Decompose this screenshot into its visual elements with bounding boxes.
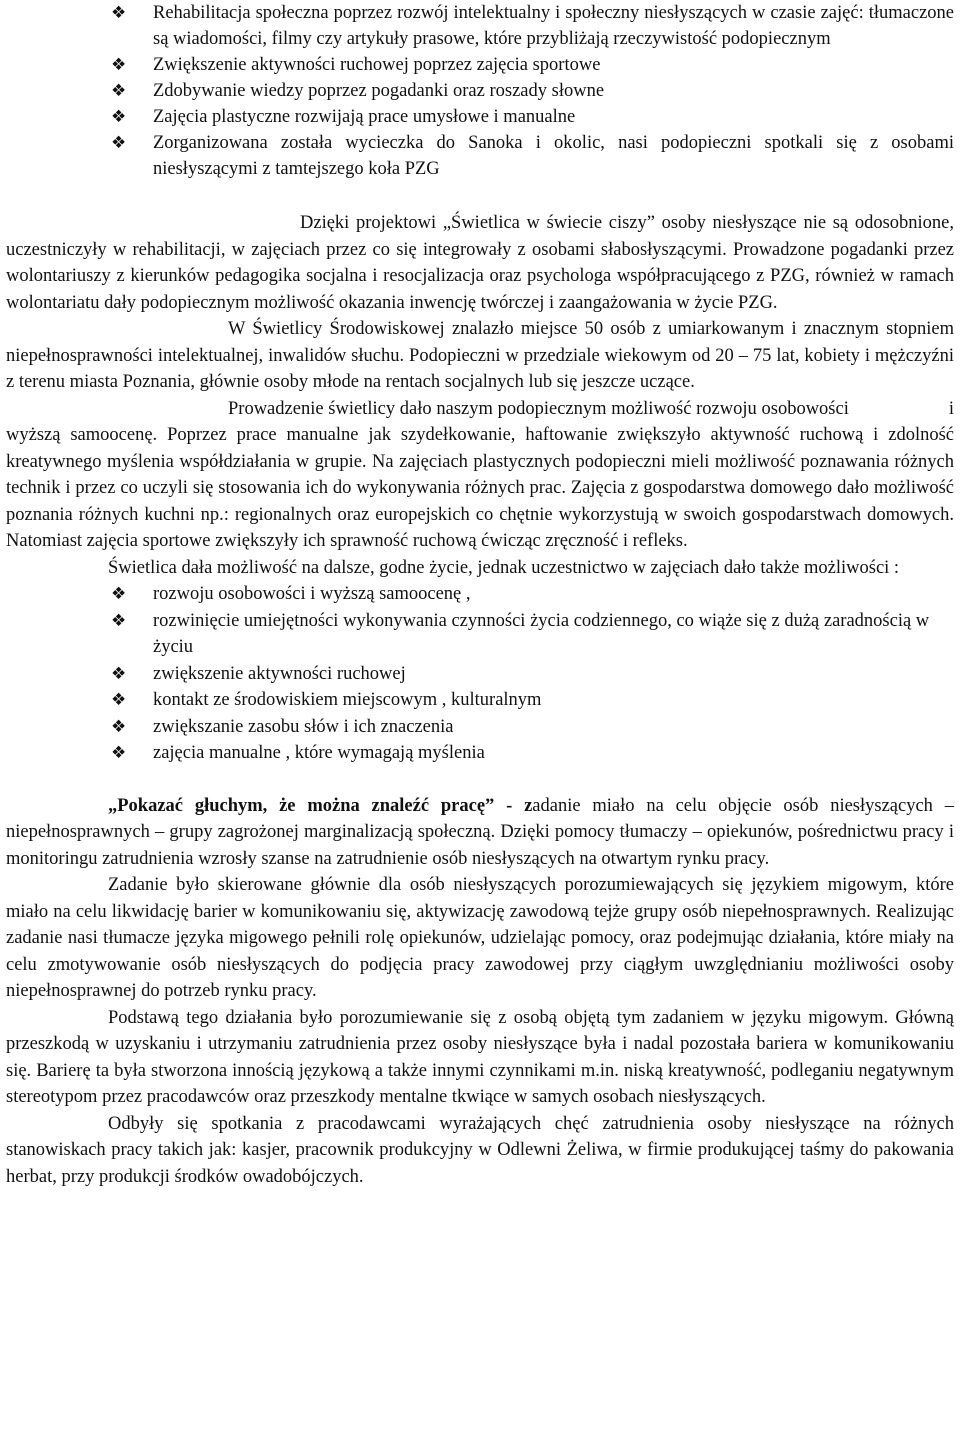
activities-list xyxy=(111,0,954,182)
bullet-diamond-icon: ❖ xyxy=(111,3,127,23)
paragraph-participants: W Świetlicy Środowiskowej znalazło miejsce 50 osób z umiarkowanym i znacznym stopniem niepełnosprawności intelektualnej, inwalidów słuchu. Podopieczni w przedziale wiekowym od 20 – 75 lat, kobiety i mężczyźni z terenu miasta Poznania, głównie osoby młode na rentach socjalnych lub się jeszcze uczące. xyxy=(6,319,954,392)
list-item xyxy=(111,608,954,661)
bullet-diamond-icon: ❖ xyxy=(111,107,127,127)
list-item xyxy=(111,0,954,52)
paragraph-employers: Odbyły się spotkania z pracodawcami wyrażających chęć zatrudnienia osoby niesłyszące na różnych stanowiskach pracy takich jak: kasjer, pracownik produkcyjny w Odlewni Żeliwa, w firmie produkującej taśmy do pakowania herbat, przy produkcji środków owadobójczych. xyxy=(6,1113,954,1187)
list-item xyxy=(111,661,954,688)
paragraph-benefits-start: Prowadzenie świetlicy dało naszym podopiecznym możliwość rozwoju osobowości xyxy=(228,398,849,419)
list-item-text: zajęcia manualne , które wymagają myślenia xyxy=(153,743,485,763)
bullet-diamond-icon: ❖ xyxy=(111,584,127,604)
list-item-text: rozwinięcie umiejętności wykonywania czynności życia codziennego, co wiąże się z dużą zaradnością w życiu xyxy=(153,610,930,657)
list-item-text: Zajęcia plastyczne rozwijają prace umysłowe i manualne xyxy=(153,107,576,127)
list-item xyxy=(111,740,954,767)
list-item-text: Zwiększenie aktywności ruchowej poprzez zajęcia sportowe xyxy=(153,55,601,75)
bullet-diamond-icon: ❖ xyxy=(111,690,127,710)
list-item-text: zwiększanie zasobu słów i ich znaczenia xyxy=(153,716,454,737)
list-item-text: rozwoju osobowości i wyższą samoocenę , xyxy=(153,584,471,604)
list-item xyxy=(111,130,954,182)
bullet-diamond-icon: ❖ xyxy=(111,716,127,737)
paragraph-task-target: Zadanie było skierowane głównie dla osób niesłyszących porozumiewających się językiem migowym, które miało na celu likwidację barier w komunikowaniu się, aktywizację zawodową tejże grupy osób niepełnosprawnych. Realizując zadanie nasi tłumacze języka migowego pełnili rolę opiekunów, udzielając pomocy, oraz podejmując działania, które miały na celu zmotywowanie osób niesłyszących do podjęcia pracy zawodowej przy ciągłym uwzględnianiu możliwości osoby niepełnosprawnej do potrzeb rynku pracy. xyxy=(6,875,954,1001)
bullet-diamond-icon: ❖ xyxy=(111,663,127,684)
paragraph-project: Dzięki projektowi „Świetlica w świecie ciszy” osoby niesłyszące nie są odosobnione, uczestniczyły w rehabilitacji, w zajęciach przez co się integrowały z osobami słabosłyszącymi. Prowadzone pogadanki przez wolontariuszy z kierunków pedagogika socjalna i resocjalizacja oraz psychologa współpracującego z PZG, również w ramach wolontariatu dały podopiecznym możliwość okazania inwencję twórczej i zaangażowania w życie PZG. xyxy=(6,213,954,313)
spacer xyxy=(6,767,954,793)
bullet-diamond-icon: ❖ xyxy=(111,55,127,75)
paragraph-task-intro xyxy=(6,793,954,873)
paragraph-communication: Podstawą tego działania było porozumiewanie się z osobą objętą tym zadaniem w języku migowym. Główną przeszkodą w uzyskaniu i utrzymaniu zatrudnienia przez osoby niesłyszące była i nadal pozostała bariera w komunikowaniu się. Barierę ta była stworzona innością językową a także innymi czynnikami m.in. niską kreatywność, podleganiu negatywnym stereotypom przez pracodawców oraz przeszkody mentalne tkwiące w samych osobach niesłyszących. xyxy=(6,1007,954,1107)
list-item-text: Rehabilitacja społeczna poprzez rozwój intelektualny i społeczny niesłyszących w czasie zajęć: tłumaczone są wiadomości, filmy czy artykuły prasowe, które przybliżają rzeczywistość podopiecznym xyxy=(153,3,954,49)
document-page xyxy=(6,0,954,1190)
list-item-text: Zdobywanie wiedzy poprzez pogadanki oraz roszady słowne xyxy=(153,81,605,101)
task-title: „Pokazać głuchym, że można znaleźć pracę” - z xyxy=(108,795,533,816)
paragraph-benefits-rest: i wyższą samoocenę. Poprzez prace manualne jak szydełkowanie, haftowanie zwiększyło aktywność ruchową i zdolność kreatywnego myślenia współdziałania w grupie. Na zajęciach plastycznych podopieczni mieli możliwość poznawania różnych technik i przez co uczyli się stosowania ich do wykonywania różnych prac. Zajęcia z gospodarstwa domowego dało możliwość poznania różnych kuchni np.: regionalnych oraz europejskich co chętnie wykorzystują w swoich gospodarstwach domowych. Natomiast zajęcia sportowe zwiększyły ich sprawność ruchową ćwicząc zręczność i refleks. xyxy=(6,398,954,551)
list-item xyxy=(111,687,954,714)
paragraph-opportunities: Świetlica dała możliwość na dalsze, godne życie, jednak uczestnictwo w zajęciach dało także możliwości : xyxy=(108,557,900,578)
list-item xyxy=(111,581,954,608)
paragraph-benefits xyxy=(6,396,954,555)
opportunities-list xyxy=(111,581,954,767)
bullet-diamond-icon: ❖ xyxy=(111,81,127,101)
list-item-text: zwiększenie aktywności ruchowej xyxy=(153,663,406,684)
task-intro-text: adanie miało na celu objęcie osób niesłyszących – niepełnosprawnych – grupy zagrożonej marginalizacją społeczną. Dzięki pomocy tłumaczy – opiekunów, pośrednictwu pracy i monitoringu zatrudnienia wzrosły szanse na zatrudnienie osób niesłyszących na otwartym rynku pracy. xyxy=(6,795,954,869)
list-item xyxy=(111,52,954,78)
list-item xyxy=(111,104,954,130)
bullet-diamond-icon: ❖ xyxy=(111,610,127,631)
spacer xyxy=(6,182,954,210)
list-item xyxy=(111,714,954,741)
list-item-text: kontakt ze środowiskiem miejscowym , kulturalnym xyxy=(153,690,542,710)
list-item-text: Zorganizowana została wycieczka do Sanoka i okolic, nasi podopieczni spotkali się z osobami niesłyszącymi z tamtejszego koła PZG xyxy=(153,133,954,179)
list-item xyxy=(111,78,954,104)
bullet-diamond-icon: ❖ xyxy=(111,743,127,763)
bullet-diamond-icon: ❖ xyxy=(111,133,127,153)
